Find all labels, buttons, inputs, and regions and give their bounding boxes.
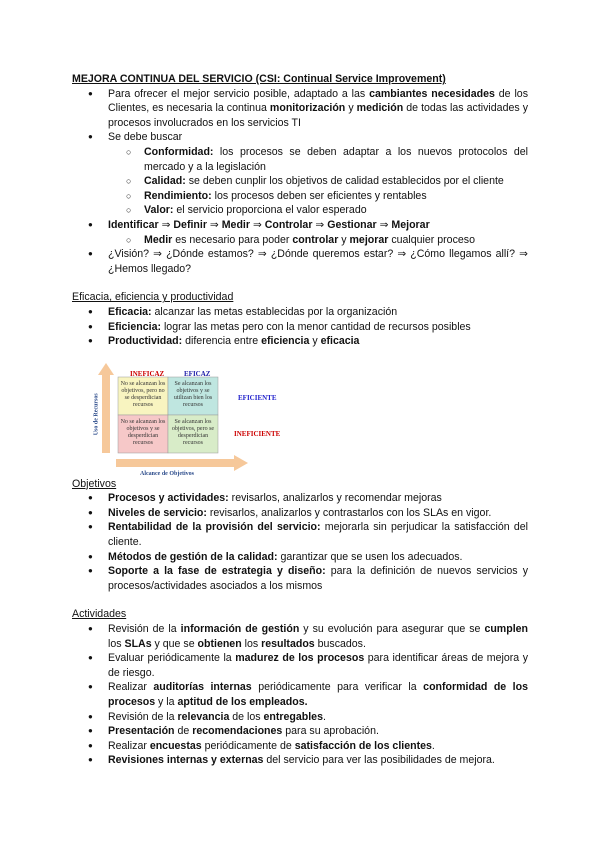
sub-item: ○ Calidad: se deben cunplir los objetivos de calidad establecidos por el cliente: [72, 174, 528, 189]
section-title-objetivos: Objetivos: [72, 477, 117, 490]
label-ineficiente: INEFICIENTE: [234, 429, 281, 438]
efficiency-diagram: [88, 355, 308, 475]
sub-item: ○ Rendimiento: los procesos deben ser eficientes y rentables: [72, 189, 528, 204]
section-title-eficacia: Eficacia, eficiencia y productividad: [72, 291, 234, 304]
quadrant-text: No se alcanzan los objetivos, pero no se desperdician recursos: [120, 380, 166, 408]
y-axis-label: Uso de Recursos: [93, 392, 100, 435]
list-item: ● Identificar ⇒ Definir ⇒ Medir ⇒ Controlar ⇒ Gestionar ⇒ Mejorar: [72, 218, 528, 233]
list-item: ● Métodos de gestión de la calidad: garantizar que se usen los adecuados.: [72, 550, 528, 565]
list-item: ● Revisión de la información de gestión y su evolución para asegurar que se cumplen los SLAs y que se obtienen los resultados buscados.: [72, 622, 528, 651]
section-title-mejora: MEJORA CONTINUA DEL SERVICIO (CSI: Continual Service Improvement): [72, 73, 446, 85]
list-item: ● Rentabilidad de la provisión del servicio: mejorarla sin perjudicar la satisfacción del cliente.: [72, 520, 528, 549]
sub-item: ○ Valor: el servicio proporciona el valor esperado: [72, 203, 528, 218]
sub-item: ○ Conformidad: los procesos se deben adaptar a los nuevos protocolos del mercado y a la legislación: [72, 145, 528, 174]
list-item: ● Eficiencia: lograr las metas pero con la menor cantidad de recursos posibles: [72, 320, 528, 335]
list-item: ● ¿Visión? ⇒ ¿Dónde estamos? ⇒ ¿Dónde queremos estar? ⇒ ¿Cómo llegamos allí? ⇒ ¿Hemos llegado?: [72, 247, 528, 276]
mejora-list: [72, 87, 528, 277]
label-ineficaz: INEFICAZ: [130, 369, 165, 378]
list-item: ● Revisiones internas y externas del servicio para ver las posibilidades de mejora.: [72, 753, 528, 768]
sub-item: ○ Medir es necesario para poder controlar y mejorar cualquier proceso: [72, 233, 528, 248]
list-item: ● Realizar encuestas periódicamente de satisfacción de los clientes.: [72, 739, 528, 754]
list-item: ● Evaluar periódicamente la madurez de los procesos para identificar áreas de mejora y de riesgo.: [72, 651, 528, 680]
x-axis-arrow-body: [116, 459, 236, 467]
label-eficaz: EFICAZ: [184, 369, 211, 378]
list-item: ● Realizar auditorías internas periódicamente para verificar la conformidad de los procesos y la aptitud de los empleados.: [72, 680, 528, 709]
quadrant-text: No se alcanzan los objetivos y se desperdician recursos: [120, 418, 166, 446]
x-axis-arrow-head: [234, 455, 248, 471]
list-item: ● Revisión de la relevancia de los entregables.: [72, 710, 528, 725]
list-item: ● Eficacia: alcanzar las metas establecidas por la organización: [72, 305, 528, 320]
y-axis-arrow-head: [98, 363, 114, 375]
objetivos-list: [72, 491, 528, 593]
actividades-list: [72, 622, 528, 768]
list-item: ● Soporte a la fase de estrategia y diseño: para la definición de nuevos servicios y procesos/actividades asociados a los mismos: [72, 564, 528, 593]
eficacia-list: [72, 305, 528, 349]
list-item: ● Productividad: diferencia entre eficiencia y eficacia: [72, 334, 528, 349]
document-page: [72, 72, 528, 768]
list-item: ● Presentación de recomendaciones para su aprobación.: [72, 724, 528, 739]
quadrant-text: Se alcanzan los objetivos y se utilizan bien los recursos: [173, 380, 213, 408]
list-item: ● Para ofrecer el mejor servicio posible, adaptado a las cambiantes necesidades de los Clientes, es necesaria la continua monitorización y medición de todas las actividades y procesos involucrados en los servicios TI: [72, 87, 528, 131]
label-eficiente: EFICIENTE: [238, 393, 277, 402]
list-item: ● Procesos y actividades: revisarlos, analizarlos y recomendar mejoras: [72, 491, 528, 506]
quadrant-text: Se alcanzan los objetivos, pero se desperdician recursos: [171, 418, 215, 446]
list-item: ● Se debe buscar: [72, 130, 528, 145]
x-axis-label: Alcance de Objetivos: [140, 470, 194, 477]
section-title-actividades: Actividades: [72, 608, 127, 621]
list-item: ● Niveles de servicio: revisarlos, analizarlos y contrastarlos con los SLAs en vigor.: [72, 506, 528, 521]
